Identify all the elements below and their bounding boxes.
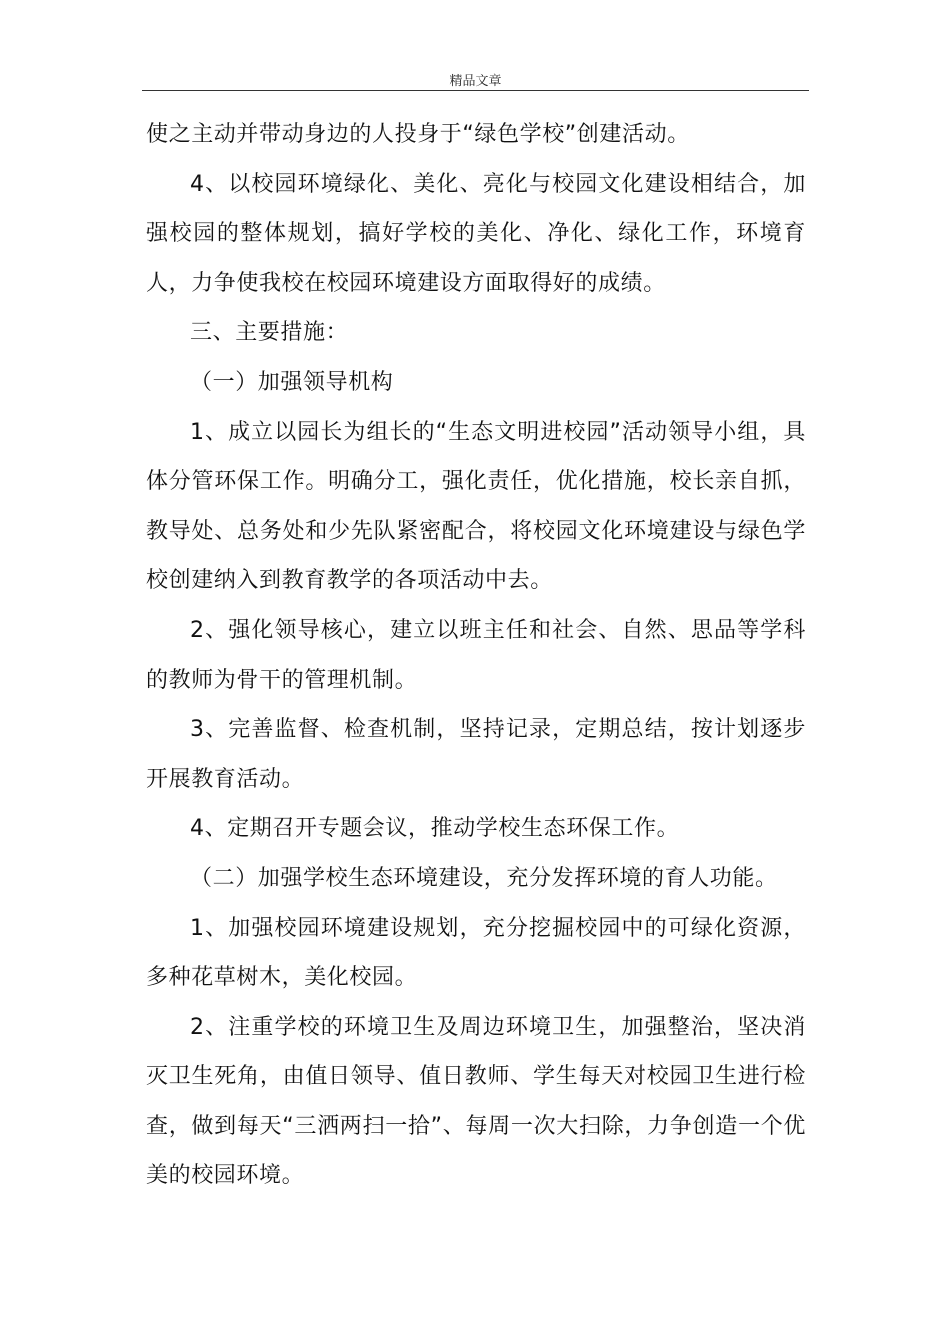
paragraph-environment-item-1: 1、加强校园环境建设规划，充分挖掘校园中的可绿化资源，多种花草树木，美化校园。 xyxy=(146,915,806,991)
subsection-heading-environment: （二）加强学校生态环境建设，充分发挥环境的育人功能。 xyxy=(190,865,778,891)
paragraph-item-4-campus-greening: 4、以校园环境绿化、美化、亮化与校园文化建设相结合，加强校园的整体规划，搞好学校的美化、净化、绿化工作，环境育人，力争使我校在校园环境建设方面取得好的成绩。 xyxy=(146,171,806,296)
page-header: 精品文章 xyxy=(449,74,502,89)
header-divider xyxy=(142,90,809,91)
paragraph-leadership-item-4: 4、定期召开专题会议，推动学校生态环保工作。 xyxy=(190,816,680,842)
paragraph-continuation: 使之主动并带动身边的人投身于“绿色学校”创建活动。 xyxy=(146,122,690,147)
section-heading-main-measures: 三、主要措施： xyxy=(190,320,349,346)
subsection-heading-leadership: （一）加强领导机构 xyxy=(190,369,394,395)
paragraph-leadership-item-2: 2、强化领导核心，建立以班主任和社会、自然、思品等学科的教师为骨干的管理机制。 xyxy=(146,617,806,693)
paragraph-environment-item-2: 2、注重学校的环境卫生及周边环境卫生，加强整治，坚决消灭卫生死角，由值日领导、值日教师、学生每天对校园卫生进行检查，做到每天“三洒两扫一拾”、每周一次大扫除，力争创造一个优美的校园环境。 xyxy=(146,1014,806,1189)
document-body xyxy=(146,110,806,1201)
paragraph-leadership-item-1: 1、成立以园长为组长的“生态文明进校园”活动领导小组，具体分管环保工作。明确分工，强化责任，优化措施，校长亲自抓，教导处、总务处和少先队紧密配合，将校园文化环境建设与绿色学校创建纳入到教育教学的各项活动中去。 xyxy=(146,419,806,594)
paragraph-leadership-item-3: 3、完善监督、检查机制，坚持记录，定期总结，按计划逐步开展教育活动。 xyxy=(146,717,806,792)
